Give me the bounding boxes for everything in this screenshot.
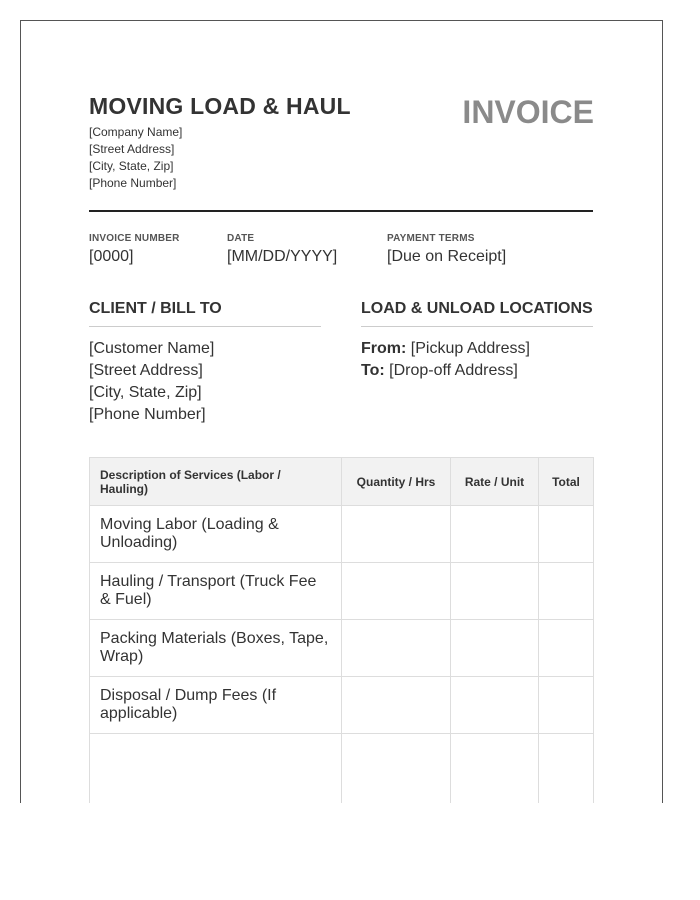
client-address-block	[89, 338, 214, 426]
to-line	[361, 360, 530, 382]
dropoff-address: [Drop-off Address]	[389, 362, 518, 379]
rate-cell[interactable]	[451, 734, 539, 804]
client-line: [Street Address]	[89, 362, 203, 379]
total-cell[interactable]	[539, 677, 594, 734]
service-description: Packing Materials (Boxes, Tape, Wrap)	[90, 620, 342, 677]
invoice-number-value: [0000]	[89, 248, 134, 265]
date-value: [MM/DD/YYYY]	[227, 248, 338, 265]
table-row	[90, 620, 594, 677]
quantity-cell[interactable]	[342, 506, 451, 563]
table-row	[90, 506, 594, 563]
payment-terms-value: [Due on Receipt]	[387, 248, 507, 265]
total-cell[interactable]	[539, 620, 594, 677]
client-line: [Phone Number]	[89, 406, 206, 423]
locations-section-title: LOAD & UNLOAD LOCATIONS	[361, 300, 593, 317]
company-line: [Company Name]	[89, 125, 183, 139]
client-line: [Customer Name]	[89, 340, 215, 357]
company-name: MOVING LOAD & HAUL	[89, 93, 351, 119]
quantity-cell[interactable]	[342, 734, 451, 804]
table-row	[90, 677, 594, 734]
table-header-row	[90, 458, 594, 506]
invoice-number-label: INVOICE NUMBER	[89, 233, 180, 244]
payment-terms-label: PAYMENT TERMS	[387, 233, 475, 244]
client-section-divider	[89, 326, 321, 327]
total-cell[interactable]	[539, 506, 594, 563]
from-label: From:	[361, 340, 407, 357]
service-description: Hauling / Transport (Truck Fee & Fuel)	[90, 563, 342, 620]
locations-block	[361, 338, 530, 382]
quantity-cell[interactable]	[342, 677, 451, 734]
table-row	[90, 563, 594, 620]
company-line: [Street Address]	[89, 142, 175, 156]
quantity-cell[interactable]	[342, 620, 451, 677]
date-label: DATE	[227, 233, 255, 244]
company-line: [City, State, Zip]	[89, 159, 174, 173]
service-description: Disposal / Dump Fees (If applicable)	[90, 677, 342, 734]
column-header-quantity: Quantity / Hrs	[342, 458, 451, 506]
services-table	[89, 457, 594, 803]
column-header-total: Total	[539, 458, 594, 506]
document-title: INVOICE	[462, 94, 594, 130]
client-section-title: CLIENT / BILL TO	[89, 300, 222, 317]
from-line	[361, 338, 530, 360]
rate-cell[interactable]	[451, 677, 539, 734]
total-cell[interactable]	[539, 563, 594, 620]
service-description: Moving Labor (Loading & Unloading)	[90, 506, 342, 563]
header-divider	[89, 210, 593, 212]
company-address-block	[89, 124, 182, 192]
column-header-rate: Rate / Unit	[451, 458, 539, 506]
rate-cell[interactable]	[451, 620, 539, 677]
total-cell[interactable]	[539, 734, 594, 804]
table-row	[90, 734, 594, 804]
rate-cell[interactable]	[451, 506, 539, 563]
column-header-description: Description of Services (Labor / Hauling)	[90, 458, 342, 506]
to-label: To:	[361, 362, 385, 379]
pickup-address: [Pickup Address]	[410, 340, 530, 357]
company-line: [Phone Number]	[89, 176, 177, 190]
rate-cell[interactable]	[451, 563, 539, 620]
service-description[interactable]	[90, 734, 342, 804]
locations-section-divider	[361, 326, 593, 327]
client-line: [City, State, Zip]	[89, 384, 202, 401]
quantity-cell[interactable]	[342, 563, 451, 620]
invoice-page	[20, 20, 663, 803]
